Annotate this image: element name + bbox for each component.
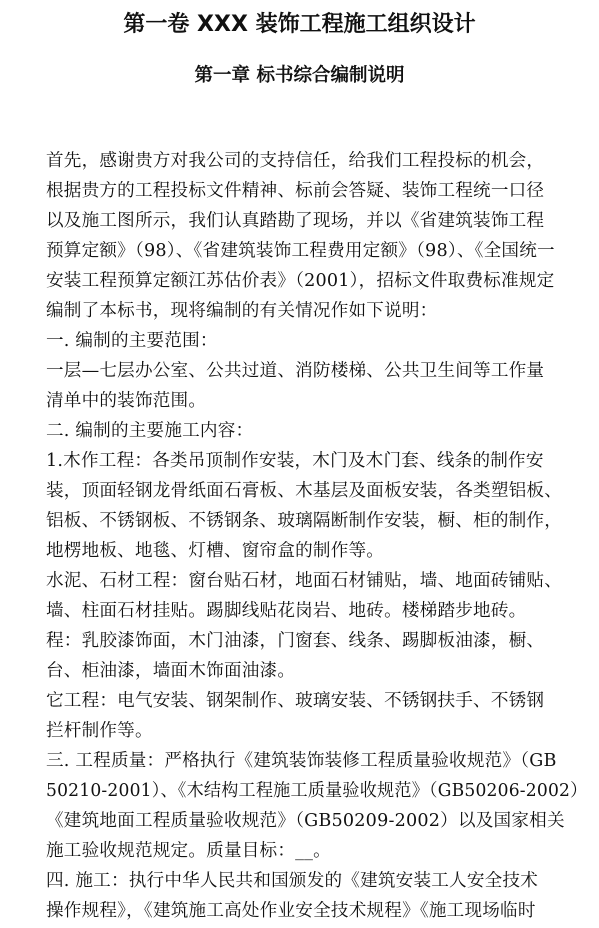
body-line: 装，顶面轻钢龙骨纸面石膏板、木基层及面板安装，各类塑铝板、	[46, 481, 563, 501]
section-heading: 二. 编制的主要施工内容：	[46, 421, 254, 441]
body-line: 安装工程预算定额江苏估价表》（2001），招标文件取费标准规定	[46, 271, 555, 291]
section-heading: 三. 工程质量：严格执行《建筑装饰装修工程质量验收规范》（GB	[46, 751, 557, 771]
body-line: 清单中的装饰范围。	[46, 391, 207, 411]
body-line: 首先，感谢贵方对我公司的支持信任，给我们工程投标的机会，	[46, 151, 545, 171]
section-heading: 四. 施工：执行中华人民共和国颁发的《建筑安装工人安全技术	[46, 871, 539, 891]
body-line: 拦杆制作等。	[46, 721, 153, 741]
body-line: 《建筑地面工程质量验收规范》（GB50209-2002）以及国家相关	[46, 811, 565, 831]
body-line: 1.木作工程：各类吊顶制作安装，木门及木门套、线条的制作安	[46, 451, 544, 471]
chapter-title: 第一章 标书综合编制说明	[194, 65, 405, 86]
body-line: 预算定额》（98）、《省建筑装饰工程费用定额》（98）、《全国统一	[46, 241, 555, 261]
body-line: 施工验收规范规定。质量目标：__。	[46, 841, 331, 861]
body-line: 它工程：电气安装、钢架制作、玻璃安装、不锈钢扶手、不锈钢	[46, 691, 545, 711]
body-line: 50210-2001）、《木结构工程施工质量验收规范》（GB50206-2002）	[46, 781, 588, 801]
body-line: 编制了本标书，现将编制的有关情况作如下说明：	[46, 301, 438, 321]
body-line: 墙、柱面石材挂贴。踢脚线贴花岗岩、地砖。楼梯踏步地砖。	[46, 601, 527, 621]
section-heading: 一. 编制的主要范围：	[46, 331, 218, 351]
volume-title: 第一卷 XXX 装饰工程施工组织设计	[123, 12, 476, 37]
body-line: 地楞地板、地毯、灯槽、窗帘盒的制作等。	[46, 541, 385, 561]
body-line: 以及施工图所示，我们认真踏勘了现场，并以《省建筑装饰工程	[46, 211, 545, 231]
body-line: 一层—七层办公室、公共过道、消防楼梯、公共卫生间等工作量	[46, 361, 545, 381]
body-line: 操作规程》，《建筑施工高处作业安全技术规程》《施工现场临时	[46, 901, 536, 921]
body-line: 水泥、石材工程：窗台贴石材，地面石材铺贴，墙、地面砖铺贴、	[46, 571, 563, 591]
body-line: 程：乳胶漆饰面，木门油漆，门窗套、线条、踢脚板油漆，橱、	[46, 631, 545, 651]
body-line: 台、柜油漆，墙面木饰面油漆。	[46, 661, 296, 681]
body-line: 根据贵方的工程投标文件精神、标前会答疑、装饰工程统一口径	[46, 181, 545, 201]
body-line: 铝板、不锈钢板、不锈钢条、玻璃隔断制作安装，橱、柜的制作，	[46, 511, 563, 531]
